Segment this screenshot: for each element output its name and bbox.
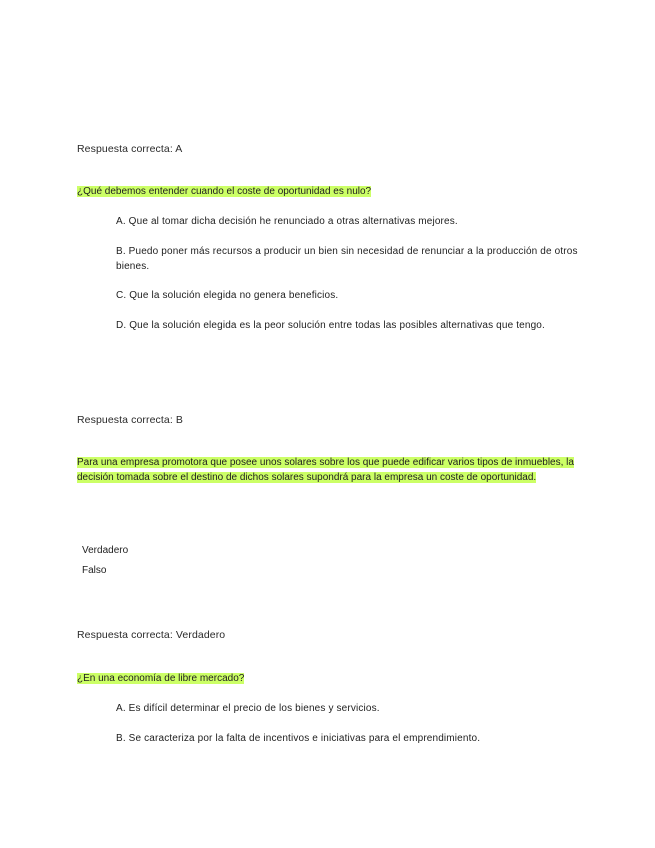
option-a: A. Que al tomar dicha decisión he renunciado a otras alternativas mejores. [116, 216, 458, 227]
question-text [77, 455, 577, 485]
option-c: C. Que la solución elegida no genera beneficios. [116, 290, 339, 301]
correct-answer-text: Respuesta correcta: B [77, 414, 183, 426]
question-text [77, 671, 497, 686]
correct-answer-text: Respuesta correcta: Verdadero [77, 629, 226, 641]
option-b: B. Puedo poner más recursos a producir un bien sin necesidad de renunciar a la producción de otros bienes. [116, 246, 578, 272]
correct-answer-text: Respuesta correcta: A [77, 143, 183, 155]
highlighted-question: ¿Qué debemos entender cuando el coste de oportunidad es nulo? [77, 186, 372, 197]
option-false: Falso [82, 565, 107, 576]
highlighted-question: ¿En una economía de libre mercado? [77, 673, 245, 684]
highlighted-question: Para una empresa promotora que posee unos solares sobre los que puede edificar varios tipos de inmuebles, la decisión tomada sobre el destino de dichos solares supondrá para la empresa un coste de oportunidad. [77, 457, 574, 483]
option-true: Verdadero [82, 545, 129, 556]
option-a: A. Es difícil determinar el precio de los bienes y servicios. [116, 703, 380, 714]
question-text [77, 184, 497, 199]
option-b: B. Se caracteriza por la falta de incentivos e iniciativas para el emprendimiento. [116, 733, 481, 744]
option-d: D. Que la solución elegida es la peor solución entre todas las posibles alternativas que tengo. [116, 320, 545, 331]
